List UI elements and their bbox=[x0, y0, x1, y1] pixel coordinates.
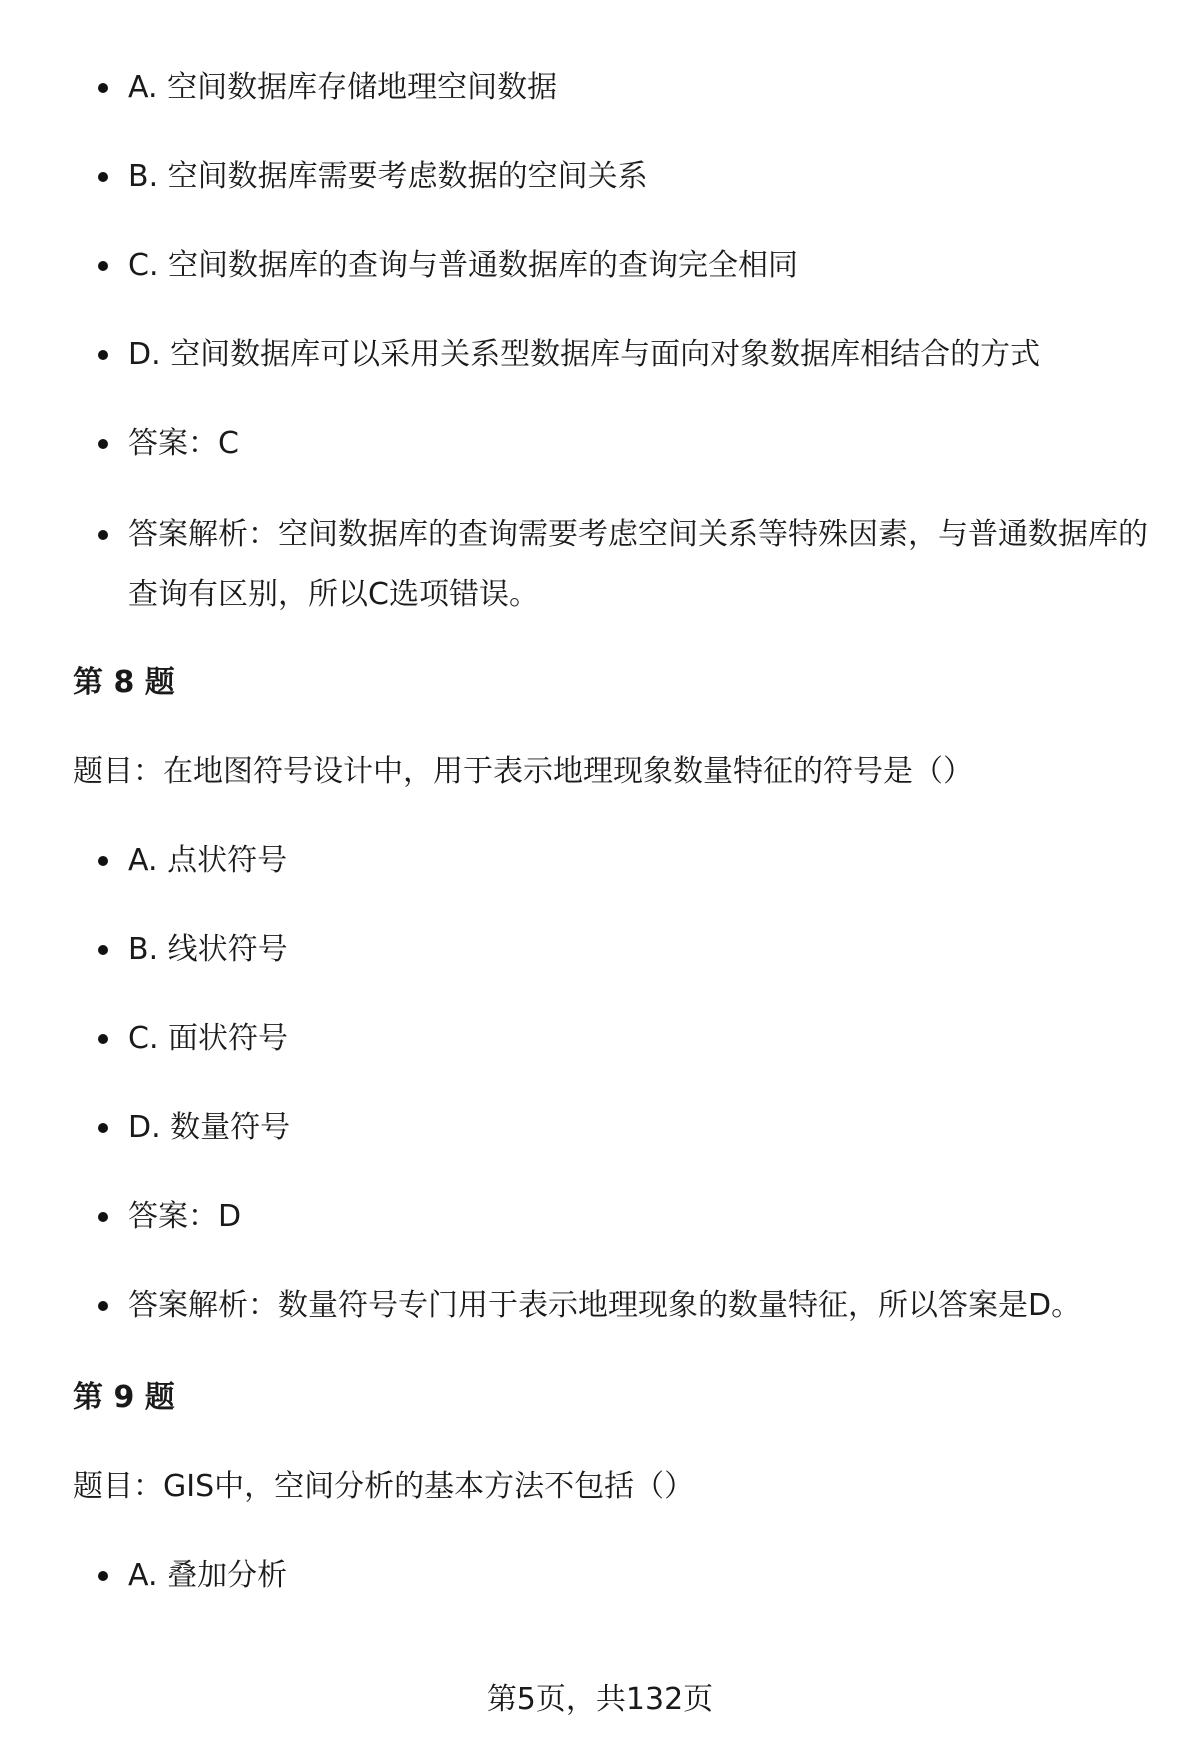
q8-option-b: B. 线状符号 bbox=[128, 920, 1148, 980]
page-number-footer: 第5页，共132页 bbox=[486, 1682, 714, 1717]
q8-stem: 题目：在地图符号设计中，用于表示地理现象数量特征的符号是（） bbox=[73, 754, 973, 789]
q8-option-c: C. 面状符号 bbox=[128, 1009, 1148, 1069]
q7-option-a: A. 空间数据库存储地理空间数据 bbox=[128, 58, 1148, 118]
q9-stem: 题目：GIS中，空间分析的基本方法不包括（） bbox=[73, 1469, 695, 1504]
q7-option-d: D. 空间数据库可以采用关系型数据库与面向对象数据库相结合的方式 bbox=[128, 325, 1148, 385]
q9-option-a: A. 叠加分析 bbox=[128, 1546, 1148, 1606]
q8-answer: 答案：D bbox=[128, 1187, 1148, 1247]
q7-option-c: C. 空间数据库的查询与普通数据库的查询完全相同 bbox=[128, 236, 1148, 296]
q8-option-a: A. 点状符号 bbox=[128, 831, 1148, 891]
q7-option-b: B. 空间数据库需要考虑数据的空间关系 bbox=[128, 147, 1148, 207]
q8-heading: 第 8 题 bbox=[73, 665, 175, 700]
q9-heading: 第 9 题 bbox=[73, 1380, 175, 1415]
q7-explanation: 答案解析：空间数据库的查询需要考虑空间关系等特殊因素，与普通数据库的查询有区别，所以C选项错误。 bbox=[128, 505, 1148, 625]
q7-answer: 答案：C bbox=[128, 414, 1148, 474]
q8-option-d: D. 数量符号 bbox=[128, 1098, 1148, 1158]
q8-explanation: 答案解析：数量符号专门用于表示地理现象的数量特征，所以答案是D。 bbox=[128, 1276, 1148, 1336]
